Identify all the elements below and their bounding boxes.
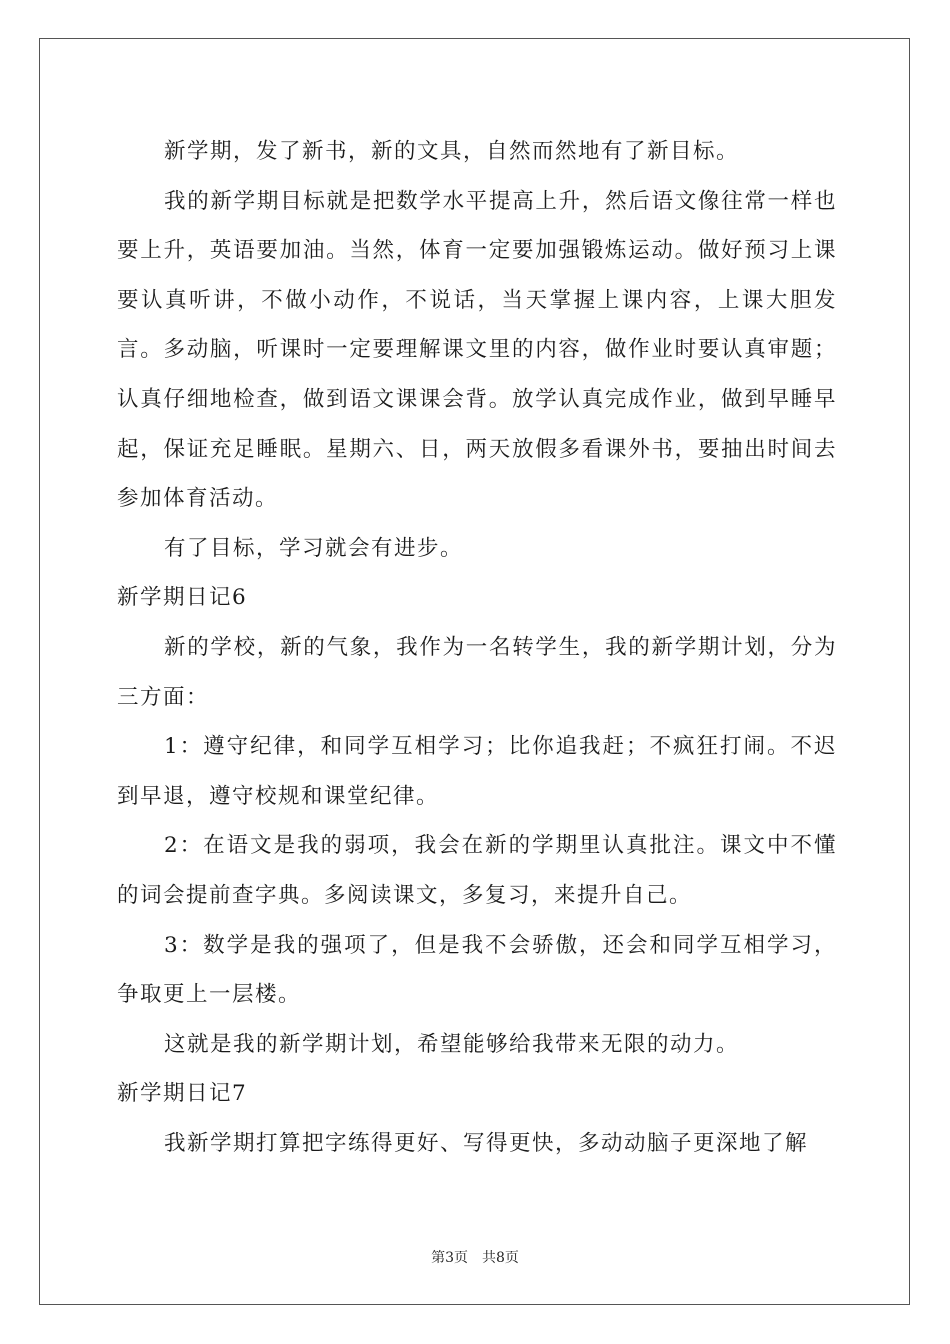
- paragraph: 这就是我的新学期计划，希望能够给我带来无限的动力。: [164, 1031, 740, 1057]
- paragraph: 1：遵守纪律，和同学互相学习；比你追我赶；不疯狂打闹。不迟到早退，遵守校规和课堂纪律。: [117, 734, 837, 809]
- paragraph: 有了目标，学习就会有进步。: [164, 535, 464, 561]
- document-body: [117, 127, 837, 1168]
- page-footer: [0, 1247, 950, 1267]
- page-total: 共8页: [482, 1250, 519, 1266]
- paragraph: 我的新学期目标就是把数学水平提高上升，然后语文像往常一样也要上升，英语要加油。当然，体育一定要加强锻炼运动。做好预习上课要认真听讲，不做小动作，不说话，当天掌握上课内容，上课大胆发言。多动脑，听课时一定要理解课文里的内容，做作业时要认真审题；认真仔细地检查，做到语文课课会背。放学认真完成作业，做到早睡早起，保证充足睡眠。星期六、日，两天放假多看课外书，要抽出时间去参加体育活动。: [117, 188, 837, 512]
- section-heading: 新学期日记7: [117, 1081, 248, 1107]
- paragraph: 3：数学是我的强项了，但是我不会骄傲，还会和同学互相学习，争取更上一层楼。: [117, 932, 837, 1008]
- paragraph: 我新学期打算把字练得更好、写得更快，多动动脑子更深地了解: [164, 1130, 809, 1156]
- paragraph: 2：在语文是我的弱项，我会在新的学期里认真批注。课文中不懂的词会提前查字典。多阅读课文，多复习，来提升自己。: [117, 833, 837, 908]
- section-heading: 新学期日记6: [117, 585, 248, 611]
- paragraph: 新的学校，新的气象，我作为一名转学生，我的新学期计划，分为三方面：: [117, 634, 837, 710]
- page-number: 第3页: [431, 1250, 468, 1266]
- paragraph: 新学期，发了新书，新的文具，自然而然地有了新目标。: [164, 139, 740, 164]
